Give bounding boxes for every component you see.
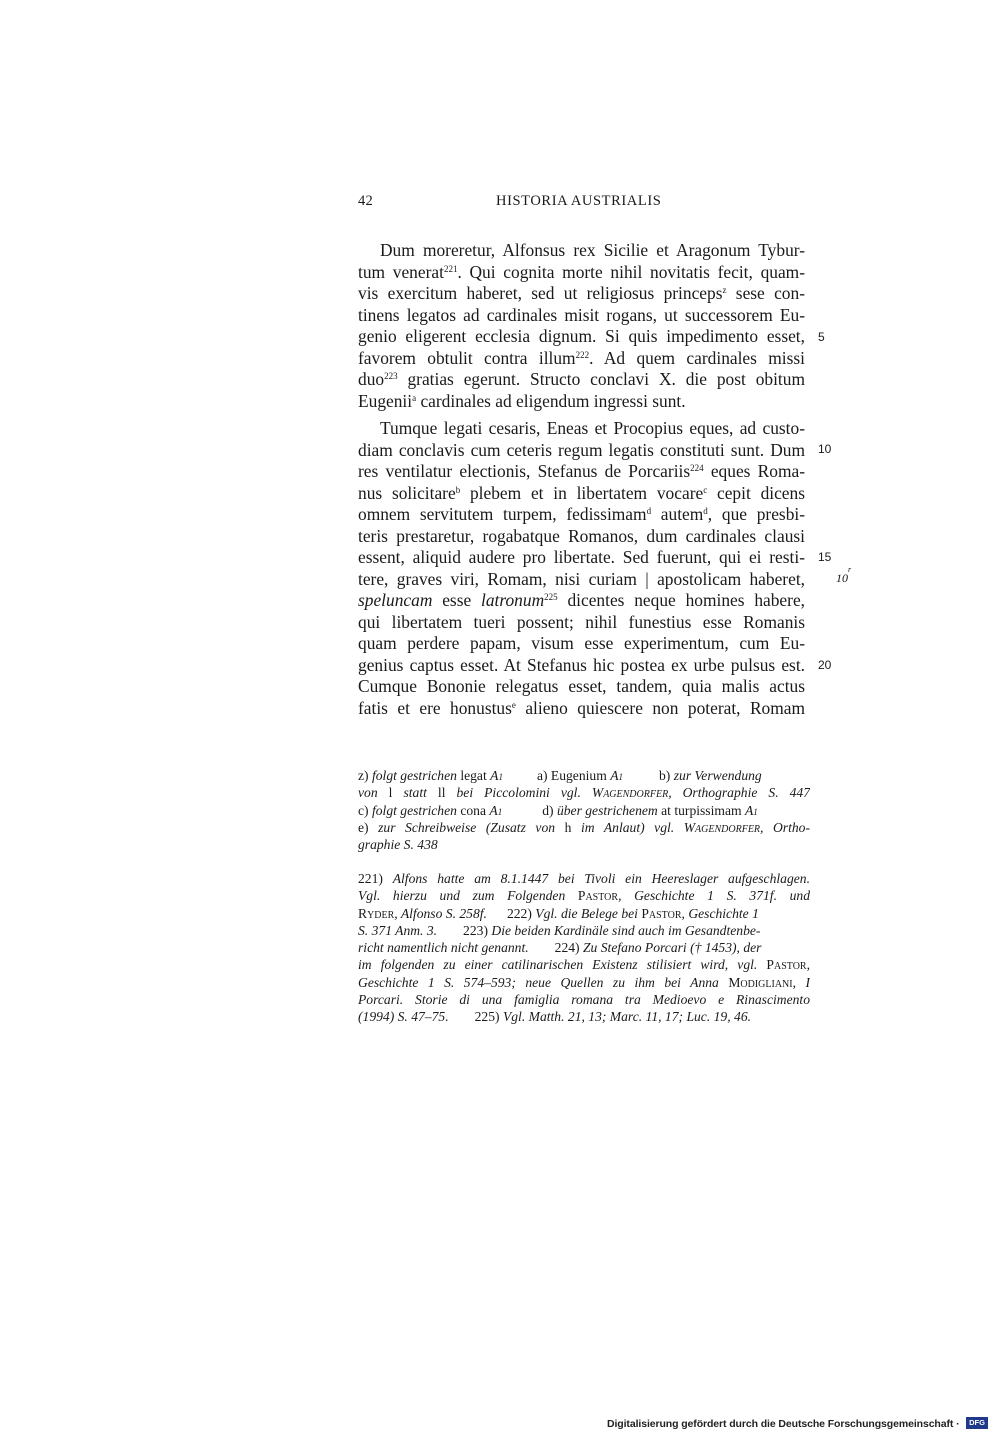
- apparatus-marker: a: [412, 392, 417, 403]
- text-line: Tumque legati cesaris, Eneas et Procopius eques, ad custo-: [380, 418, 805, 438]
- main-text: [358, 240, 852, 719]
- text-line: tere, graves viri, Romam, nisi curiam | apostolicam haberet,: [358, 568, 805, 589]
- folio-marker: 10$^r$: [836, 565, 852, 585]
- text-line: quam perdere papam, visum esse experimentum, cum Eu-: [358, 633, 805, 653]
- footnote-marker: 225: [544, 592, 558, 602]
- footnote-marker: 222: [575, 349, 590, 360]
- text-line: qui libertatem tueri possent; nihil funestius esse Romanis: [358, 611, 805, 632]
- apparatus-marker: b: [455, 484, 461, 495]
- line-number: 10: [818, 442, 832, 456]
- text-line: Cumque Bononie relegatus esset, tandem, quia malis actus: [358, 676, 805, 696]
- line-number: 20: [818, 658, 832, 672]
- footnote-marker: 221: [443, 263, 458, 274]
- text-line: res ventilatur electionis, Stefanus de Porcariis$^{224}$ eques Roma-: [358, 461, 805, 481]
- text-line: duo$^{223}$ gratias egerunt. Structo conclavi X. die post obitum: [358, 369, 805, 389]
- text-line: essent, aliquid audere pro libertate. Sed fuerunt, qui ei resti-: [358, 547, 805, 567]
- footnote-marker: 223: [384, 371, 398, 381]
- critical-apparatus: [358, 767, 810, 853]
- text-line: omnem servitutem turpem, fedissimam$^d$ autem$^d$, que presbi-: [358, 504, 805, 524]
- apparatus-marker: c: [703, 484, 708, 495]
- text-line: teris prestaretur, rogabatque Romanos, dum cardinales clausi: [358, 525, 805, 546]
- text-line: tum venerat$^{221}$. Qui cognita morte nihil novitatis fecit, quam-: [358, 261, 805, 282]
- footnote-marker: 224: [690, 463, 704, 473]
- note-line: 221) Alfons hatte am 8.1.1447 bei Tivoli ein Heereslager aufgeschlagen.: [358, 871, 810, 886]
- text-line: nus solicitare$^b$ plebem et in libertatem vocare$^c$ cepit dicens: [358, 482, 805, 503]
- note-line: Ryder, Alfonso S. 258f. 222) Vgl. die Belege bei Pastor, Geschichte 1: [358, 905, 759, 921]
- note-line: im folgenden zu einer catilinarischen Existenz stilisiert wird, vgl. Pastor,: [358, 957, 810, 973]
- text-line: favorem obtulit contra illum$^{222}$. Ad quem cardinales missi: [358, 347, 805, 368]
- digitization-credit: Digitalisierung gefördert durch die Deutsche Forschungsgemeinschaft ·: [607, 1418, 960, 1430]
- apparatus-line: e) zur Schreibweise (Zusatz von h im Anlaut) vgl. Wagendorfer, Ortho-: [358, 819, 810, 835]
- text-line: Eugenii$^a$ cardinales ad eligendum ingressi sunt.: [358, 390, 686, 411]
- line-number: 5: [818, 330, 825, 344]
- dfg-logo: DFG: [966, 1417, 988, 1429]
- apparatus-marker: z: [722, 285, 727, 295]
- text-line: diam conclavis cum ceteris regum legatis constituti sunt. Dum: [358, 439, 805, 460]
- apparatus-marker: d: [703, 506, 708, 516]
- text-line: Dum moreretur, Alfonsus rex Sicilie et Aragonum Tybur-: [380, 240, 805, 260]
- apparatus-marker: e: [511, 699, 516, 710]
- apparatus-line: von l statt ll bei Piccolomini vgl. Wagendorfer, Orthographie S. 447: [358, 785, 810, 801]
- text-line: tinens legatos ad cardinales misit rogans, ut successorem Eu-: [358, 304, 805, 325]
- apparatus-line: c) folgt gestrichen cona A1 d) über gestrichenem at turpissimam A1: [358, 802, 758, 818]
- note-line: Vgl. hierzu und zum Folgenden Pastor, Geschichte 1 S. 371f. und: [358, 888, 810, 904]
- page-number: 42: [358, 193, 374, 209]
- note-line: Porcari. Storie di una famiglia romana tra Medioevo e Rinascimento: [358, 992, 810, 1008]
- note-line: Geschichte 1 S. 574–593; neue Quellen zu ihm bei Anna Modigliani, I: [358, 974, 810, 990]
- running-title: HISTORIA AUSTRIALIS: [496, 193, 662, 209]
- note-line: richt namentlich nicht genannt. 224) Zu Stefano Porcari († 1453), der: [358, 940, 762, 956]
- note-line: S. 371 Anm. 3. 223) Die beiden Kardinäle sind auch im Gesandtenbe-: [358, 922, 761, 938]
- text-line: speluncam esse latronum$^{225}$ dicentes neque homines habere,: [358, 590, 805, 610]
- apparatus-marker: d: [646, 506, 652, 516]
- apparatus-line: graphie S. 438: [358, 837, 438, 853]
- commentary-notes: [358, 870, 810, 1026]
- text-line: genio eligerent ecclesia dignum. Si quis impedimento esset,: [358, 326, 805, 346]
- text-line: fatis et ere honustus$^e$ alieno quiescere non poterat, Romam: [358, 697, 805, 718]
- line-number: 15: [818, 550, 832, 564]
- text-line: genius captus esset. At Stefanus hic postea ex urbe pulsus est.: [358, 654, 805, 675]
- apparatus-line: z) folgt gestrichen legat A1 a) Eugenium A1 b) zur Verwendung: [358, 768, 762, 783]
- text-line: vis exercitum haberet, sed ut religiosus princeps$^z$ sese con-: [358, 283, 805, 303]
- note-line: (1994) S. 47–75. 225) Vgl. Matth. 21, 13; Marc. 11, 17; Luc. 19, 46.: [358, 1009, 752, 1025]
